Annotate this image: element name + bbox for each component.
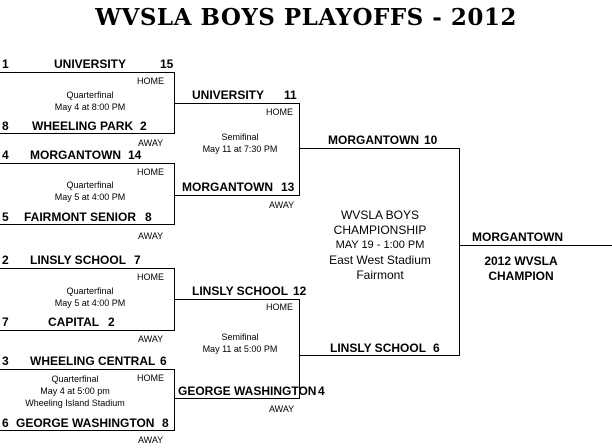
team-name: WHEELING PARK <box>32 119 134 133</box>
score: 11 <box>284 88 297 102</box>
team-name: UNIVERSITY <box>54 57 127 71</box>
team-name: FAIRMONT SENIOR <box>24 210 137 224</box>
match-note: Semifinal May 11 at 7:30 PM <box>202 132 278 154</box>
score: 10 <box>424 133 438 147</box>
match-note: Semifinal May 11 at 5:00 PM <box>202 332 278 354</box>
home-label: HOME <box>266 107 293 117</box>
team-name: CAPITAL <box>48 315 100 329</box>
team-name: MORGANTOWN <box>182 180 274 194</box>
team-name: MORGANTOWN <box>328 133 420 147</box>
seed: 6 <box>2 416 9 430</box>
score: 2 <box>140 119 147 133</box>
team-name: LINSLY SCHOOL <box>192 284 289 298</box>
seed: 1 <box>2 57 9 71</box>
match-note: Quarterfinal May 4 at 8:00 PM <box>54 90 126 112</box>
score: 7 <box>134 253 141 267</box>
team-name: UNIVERSITY <box>192 88 265 102</box>
match-note: Quarterfinal May 5 at 4:00 PM <box>54 180 126 202</box>
seed: 5 <box>2 210 9 224</box>
champion-team: MORGANTOWN <box>472 230 564 244</box>
score: 6 <box>433 341 440 355</box>
away-label: AWAY <box>269 200 295 210</box>
score: 8 <box>162 416 169 430</box>
page-title: WVSLA BOYS PLAYOFFS - 2012 <box>95 4 517 31</box>
seed: 4 <box>2 148 9 162</box>
away-label: AWAY <box>269 404 295 414</box>
score: 8 <box>145 210 152 224</box>
score: 4 <box>318 384 325 398</box>
championship-info: WVSLA BOYS CHAMPIONSHIP MAY 19 - 1:00 PM East West Stadium Fairmont <box>329 208 431 282</box>
team-name: GEORGE WASHINGTON <box>178 384 317 398</box>
match-note: Quarterfinal May 5 at 4:00 PM <box>54 286 126 308</box>
team-name: GEORGE WASHINGTON <box>16 416 155 430</box>
away-label: AWAY <box>138 334 164 344</box>
home-label: HOME <box>266 302 293 312</box>
score: 14 <box>128 148 142 162</box>
match-note: Quarterfinal May 4 at 5:00 pm Wheeling Island Stadium <box>25 374 125 408</box>
seed: 7 <box>2 315 9 329</box>
away-label: AWAY <box>138 231 164 241</box>
team-name: WHEELING CENTRAL <box>30 354 156 368</box>
team-name: MORGANTOWN <box>30 148 122 162</box>
home-label: HOME <box>137 167 164 177</box>
home-label: HOME <box>137 373 164 383</box>
team-name: LINSLY SCHOOL <box>30 253 127 267</box>
away-label: AWAY <box>138 435 164 445</box>
team-name: LINSLY SCHOOL <box>330 341 427 355</box>
score: 13 <box>281 180 295 194</box>
home-label: HOME <box>137 272 164 282</box>
champion-label: 2012 WVSLA CHAMPION <box>484 254 558 283</box>
seed: 8 <box>2 119 9 133</box>
score: 2 <box>108 315 115 329</box>
score: 12 <box>293 284 307 298</box>
seed: 2 <box>2 253 9 267</box>
score: 6 <box>160 354 167 368</box>
away-label: AWAY <box>138 138 164 148</box>
seed: 3 <box>2 354 9 368</box>
home-label: HOME <box>137 76 164 86</box>
score: 15 <box>160 57 174 71</box>
